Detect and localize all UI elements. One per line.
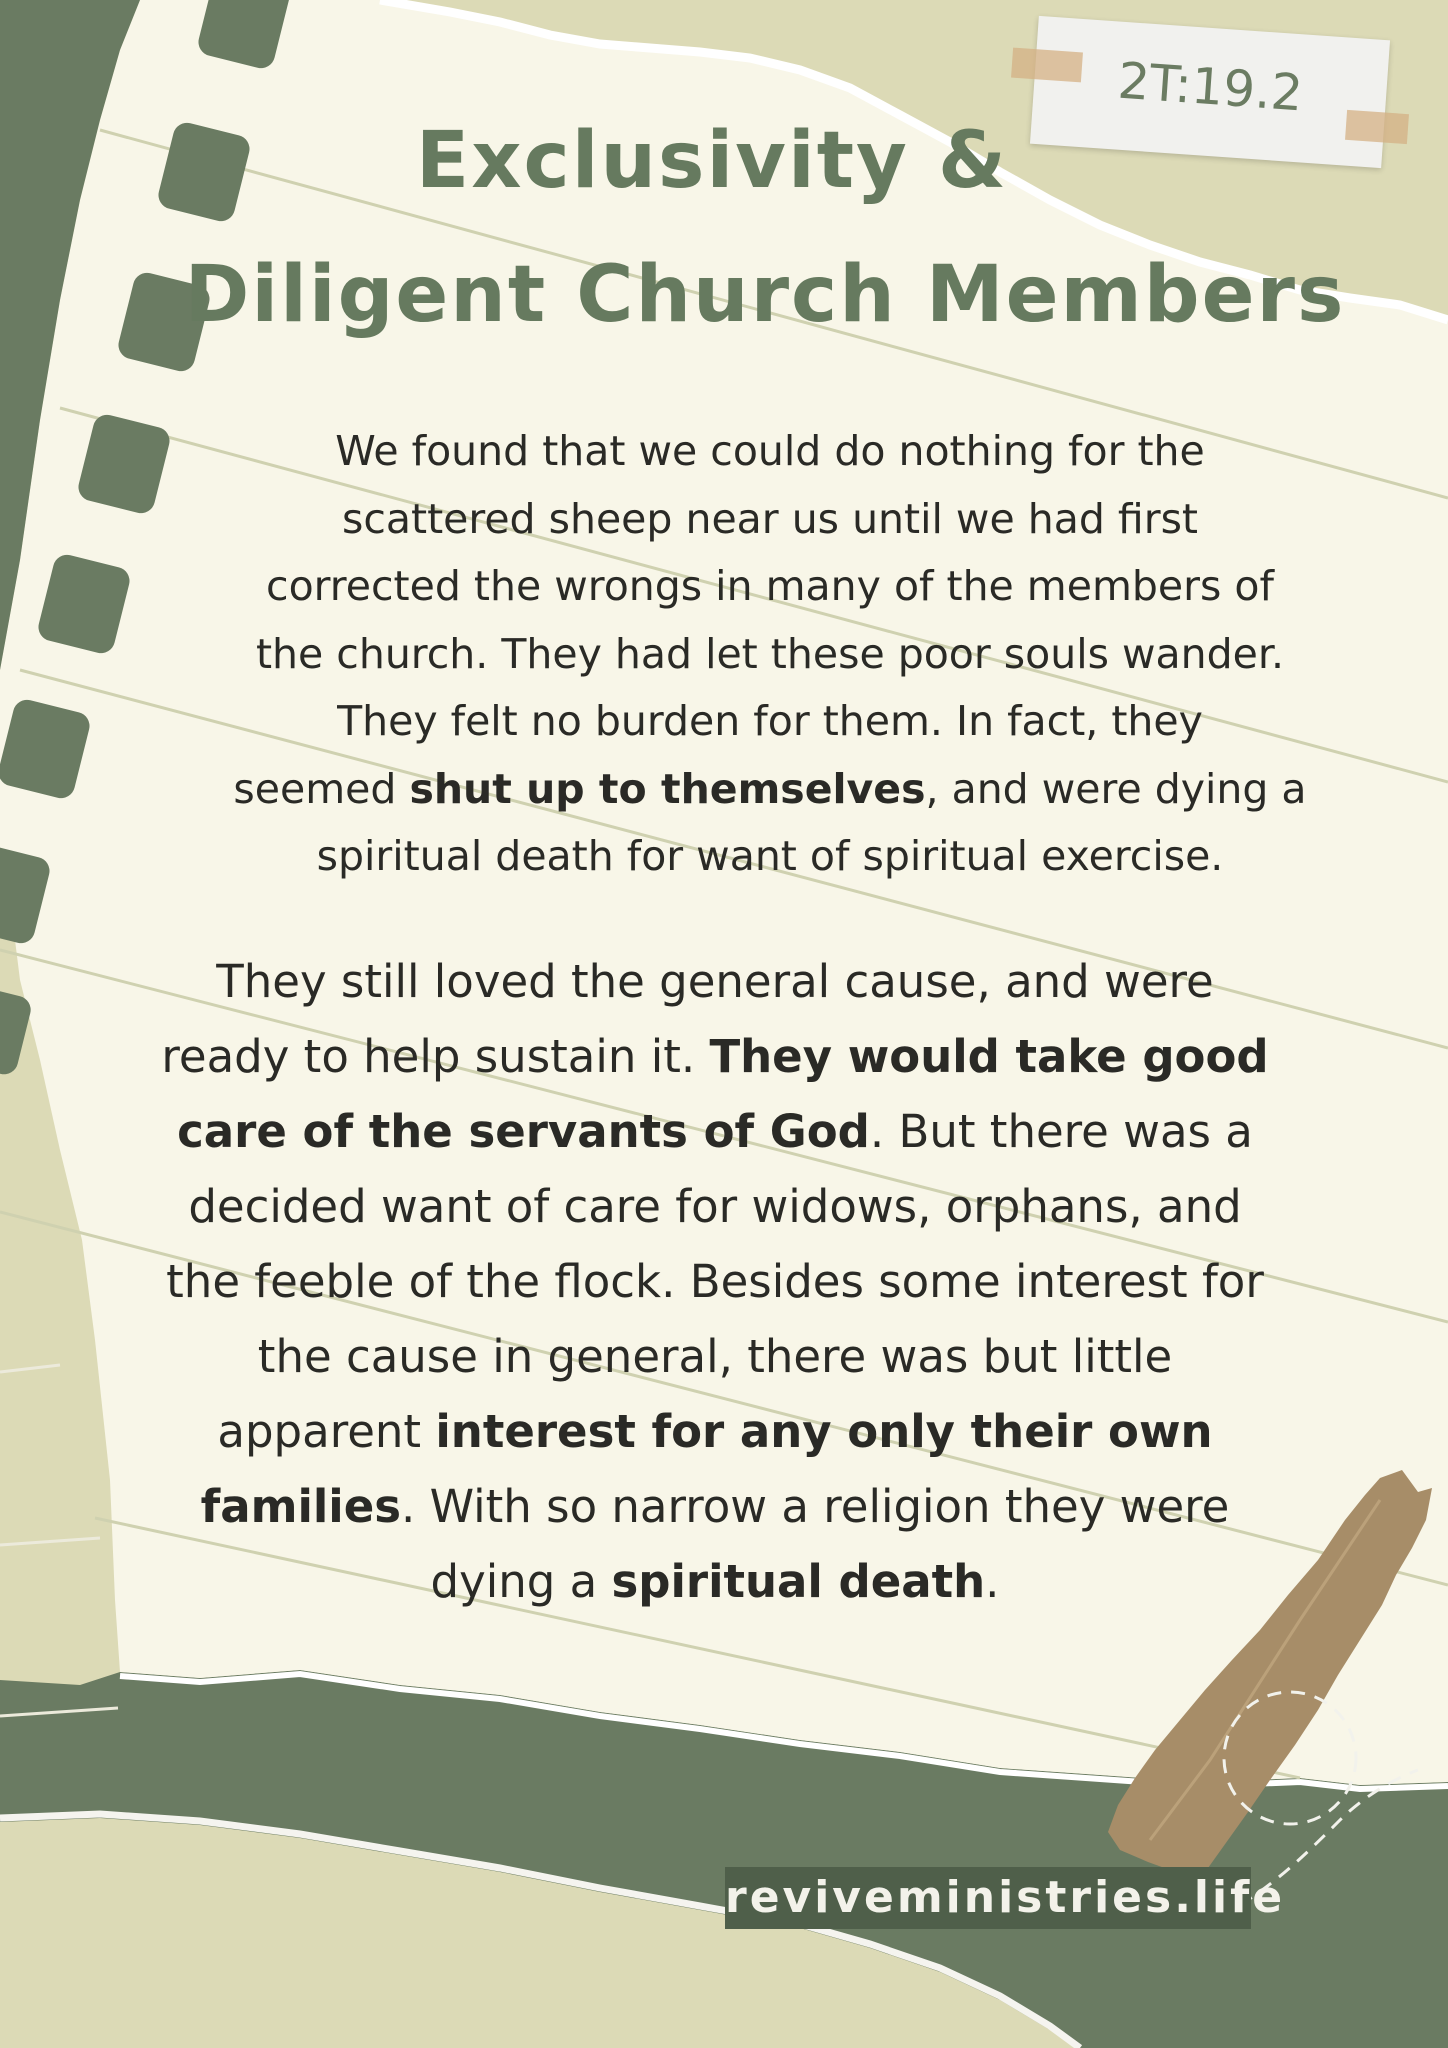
text-run: They felt no burden for them. In fact, they	[337, 697, 1203, 745]
title-line-2: Diligent Church Members	[184, 250, 1346, 340]
text-run: seemed	[233, 764, 410, 813]
text-run: decided want of care for widows, orphans, and	[188, 1180, 1242, 1233]
bold-phrase: care of the servants of God	[177, 1105, 870, 1158]
bold-phrase: interest for any only their own	[435, 1405, 1213, 1458]
bold-phrase: spiritual death	[611, 1555, 986, 1608]
text-run: scattered sheep near us until we had first	[341, 494, 1199, 543]
text-run: the feeble of the flock. Besides some interest for	[166, 1255, 1264, 1308]
text-run: ready to help sustain it.	[161, 1030, 710, 1083]
text-run: apparent	[217, 1405, 436, 1458]
reference-label: 2T:19.2	[1116, 51, 1305, 123]
text-line	[100, 1244, 1330, 1319]
text-run: the church. They had let these poor souls wander.	[255, 629, 1285, 678]
text-run: spiritual death for want of spiritual exercise.	[316, 832, 1224, 880]
text-line	[100, 1469, 1330, 1544]
text-line	[190, 553, 1350, 621]
text-line	[100, 1319, 1330, 1394]
text-run: . But there was a	[869, 1105, 1253, 1158]
text-run: dying a	[430, 1555, 612, 1608]
text-run: We found that we could do nothing for the	[335, 427, 1205, 475]
text-run: . With so narrow a religion they were	[401, 1480, 1230, 1533]
text-line	[190, 418, 1350, 486]
paragraph-2	[100, 944, 1330, 1619]
paragraph-1	[190, 418, 1350, 891]
text-line	[190, 621, 1350, 689]
bold-phrase: They would take good	[709, 1030, 1269, 1083]
bold-phrase: families	[200, 1480, 402, 1533]
text-run: corrected the wrongs in many of the members of	[266, 562, 1274, 610]
text-run: , and were dying a	[925, 764, 1307, 813]
text-line	[100, 1394, 1330, 1469]
tag-tape-right	[1345, 110, 1409, 144]
text-line	[100, 944, 1330, 1019]
text-line	[190, 486, 1350, 554]
website-url-badge	[725, 1867, 1286, 1929]
text-line	[100, 1019, 1330, 1094]
text-line	[100, 1544, 1330, 1619]
text-line	[190, 688, 1350, 756]
text-run: the cause in general, there was but little	[257, 1330, 1173, 1383]
text-run: They still loved the general cause, and were	[216, 955, 1214, 1008]
tag-tape-left	[1011, 48, 1083, 83]
text-line	[100, 1094, 1330, 1169]
text-run: .	[985, 1555, 1000, 1608]
text-line	[190, 756, 1350, 824]
website-url[interactable]: reviveministries.life	[725, 1872, 1286, 1923]
bold-phrase: shut up to themselves	[409, 764, 926, 813]
title-line-1: Exclusivity &	[415, 116, 1009, 206]
text-line	[190, 823, 1350, 891]
text-line	[100, 1169, 1330, 1244]
